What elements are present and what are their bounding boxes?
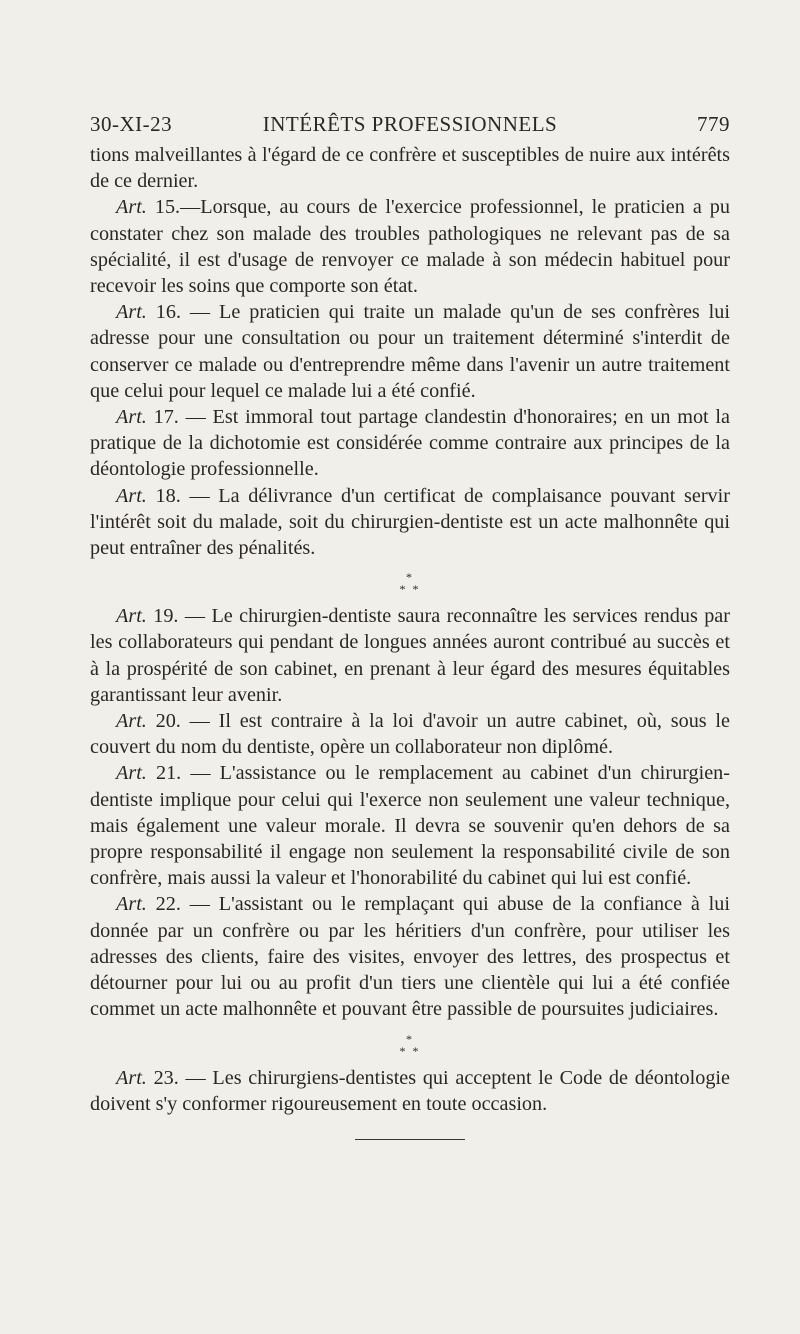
- article-label: Art.: [116, 406, 147, 429]
- article-18: Art. 18. — La délivrance d'un certificat de complaisance pouvant servir l'intérêt soit du malade, soit du chirurgien-dentiste est un acte malhonnête qui peut entraîner des pénalités.: [90, 484, 730, 560]
- article-label: Art.: [116, 605, 147, 628]
- running-header: [90, 112, 730, 142]
- page-number: 779: [697, 112, 730, 136]
- article-label: Art.: [116, 484, 147, 507]
- header-date: 30-XI-23: [90, 112, 173, 136]
- header-title: INTÉRÊTS PROFESSIONNELS: [262, 112, 558, 136]
- body-text: [90, 142, 730, 1117]
- article-15: Art. 15.—Lorsque, au cours de l'exercice professionnel, le praticien a pu constater chez son malade des troubles pathologiques ne relevant pas de sa spécialité, il est d'usage de renvoyer ce malade à son médecin habituel pour recevoir les soins que comporte son état.: [90, 196, 730, 298]
- paragraph-continuation: tions malveillantes à l'égard de ce confrère et susceptibles de nuire aux intérêts de ce dernier.: [90, 144, 730, 193]
- article-label: Art.: [116, 1066, 147, 1089]
- asterism-separator: * * *: [399, 570, 421, 597]
- article-21: Art. 21. — L'assistance ou le remplacement au cabinet d'un chirurgien-dentiste implique pour celui qui l'exerce non seulement une valeur technique, mais également une valeur morale. Il devra se souvenir qu'en dehors de sa propre responsabilité il engage non seulement la responsabilité civile de son confrère, mais aussi la valeur et l'honorabilité du cabinet qui lui est confié.: [90, 762, 730, 890]
- article-label: Art.: [116, 196, 147, 219]
- article-19: Art. 19. — Le chirurgien-dentiste saura reconnaître les services rendus par les collaborateurs qui pendant de longues années auront contribué au succès et à la prospérité de son cabinet, en prenant à leur égard des mesures équitables garantissant leur avenir.: [90, 605, 730, 706]
- asterism-separator: * * *: [399, 1031, 421, 1058]
- document-page: [90, 112, 730, 1140]
- article-17: Art. 17. — Est immoral tout partage clandestin d'honoraires; en un mot la pratique de la dichotomie est considérée comme contraire aux principes de la déontologie professionnelle.: [90, 406, 730, 481]
- article-23: Art. 23. — Les chirurgiens-dentistes qui acceptent le Code de déontologie doivent s'y conformer rigoureusement en toute occasion.: [90, 1066, 730, 1115]
- article-label: Art.: [116, 762, 147, 785]
- article-label: Art.: [116, 301, 147, 324]
- article-label: Art.: [116, 893, 147, 916]
- closing-rule: [355, 1139, 465, 1140]
- article-20: Art. 20. — Il est contraire à la loi d'avoir un autre cabinet, où, sous le couvert du nom du dentiste, opère un collaborateur non diplômé.: [90, 710, 730, 759]
- article-label: Art.: [116, 710, 147, 733]
- article-22: Art. 22. — L'assistant ou le remplaçant qui abuse de la confiance à lui donnée par un confrère ou par les héritiers d'un confrère, pour utiliser les adresses des clients, faire des visites, envoyer des lettres, des prospectus et détourner pour lui ou au profit d'un tiers une clientèle qui lui a été confiée commet un acte malhonnête et pouvant être passible de poursuites judiciaires.: [90, 893, 730, 1021]
- article-16: Art. 16. — Le praticien qui traite un malade qu'un de ses confrères lui adresse pour une consultation ou pour un traitement déterminé s'interdit de conserver ce malade ou d'entreprendre même dans l'avenir un autre traitement que celui pour lequel ce malade lui a été confié.: [90, 301, 730, 402]
